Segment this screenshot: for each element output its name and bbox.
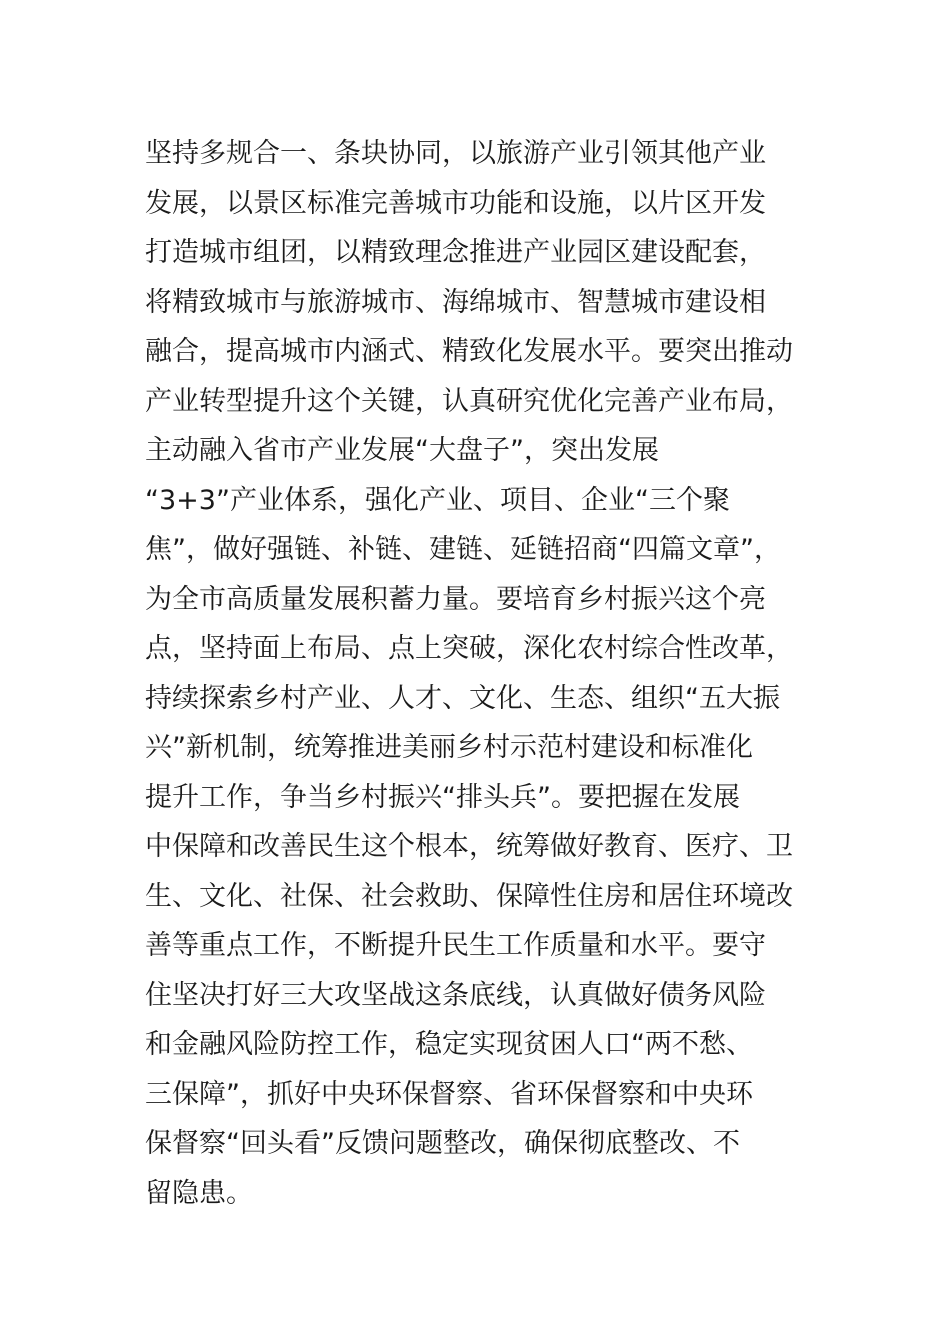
text-line: 住坚决打好三大攻坚战这条底线，认真做好债务风险 xyxy=(145,979,766,1011)
text-line: 中保障和改善民生这个根本，统筹做好教育、医疗、卫 xyxy=(145,831,793,862)
text-line: 生、文化、社保、社会救助、保障性住房和居住环境改 xyxy=(145,880,793,912)
text-line: 坚持多规合一、条块协同，以旅游产业引领其他产业 xyxy=(145,138,766,169)
text-line: 打造城市组团，以精致理念推进产业园区建设配套， xyxy=(145,237,766,268)
text-line: 留隐患。 xyxy=(145,1177,253,1209)
text-line: 将精致城市与旅游城市、海绵城市、智慧城市建设相 xyxy=(145,286,766,318)
text-line: “3+3”产业体系，强化产业、项目、企业“三个聚 xyxy=(145,484,730,516)
text-line: 持续探索乡村产业、人才、文化、生态、组织“五大振 xyxy=(145,682,780,714)
text-line: 兴”新机制，统筹推进美丽乡村示范村建设和标准化 xyxy=(145,732,753,763)
body-paragraph xyxy=(145,129,825,1218)
text-line: 融合，提高城市内涵式、精致化发展水平。要突出推动 xyxy=(145,336,793,367)
text-line: 和金融风险防控工作，稳定实现贫困人口“两不愁、 xyxy=(145,1029,753,1060)
text-line: 发展，以景区标准完善城市功能和设施，以片区开发 xyxy=(145,187,766,219)
text-line: 保督察“回头看”反馈问题整改，确保彻底整改、不 xyxy=(145,1128,740,1159)
text-line: 三保障”，抓好中央环保督察、省环保督察和中央环 xyxy=(145,1078,753,1110)
text-line: 提升工作，争当乡村振兴“排头兵”。要把握在发展 xyxy=(145,781,740,813)
text-line: 主动融入省市产业发展“大盘子”，突出发展 xyxy=(145,435,659,466)
text-line: 产业转型提升这个关键，认真研究优化完善产业布局， xyxy=(145,385,793,417)
text-line: 焦”，做好强链、补链、建链、延链招商“四篇文章”， xyxy=(145,534,781,565)
text-line: 善等重点工作，不断提升民生工作质量和水平。要守 xyxy=(145,930,766,961)
text-line: 点，坚持面上布局、点上突破，深化农村综合性改革， xyxy=(145,633,793,664)
text-line: 为全市高质量发展积蓄力量。要培育乡村振兴这个亮 xyxy=(145,583,766,615)
